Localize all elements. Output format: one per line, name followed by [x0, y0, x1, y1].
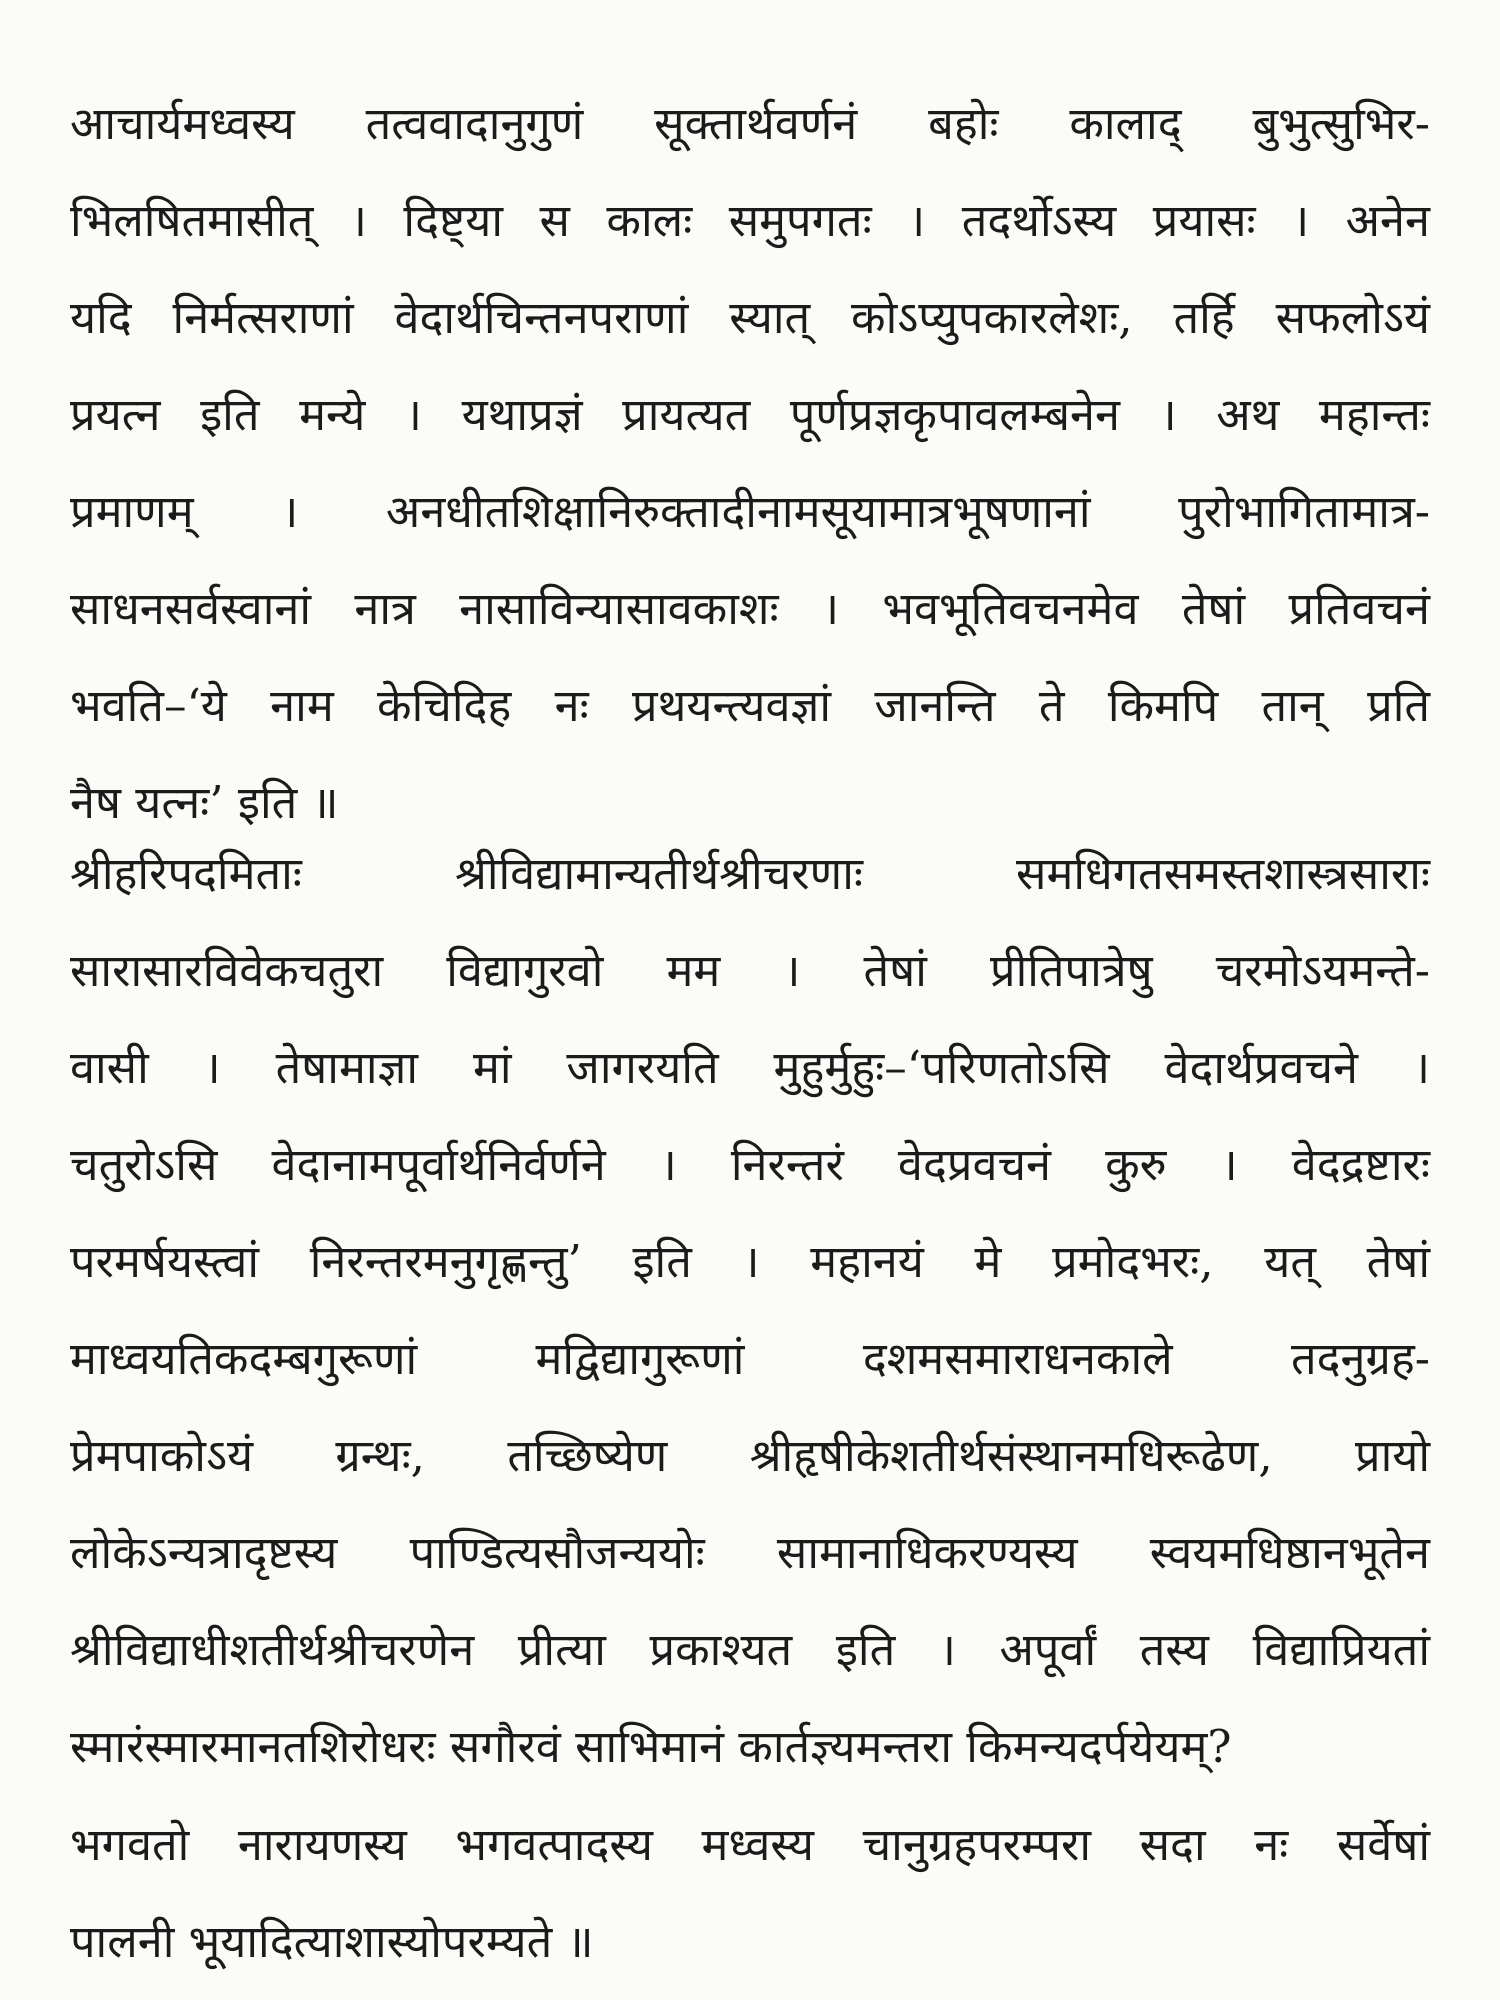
text-line: नैष यत्नः’ इति ॥ — [70, 776, 339, 829]
text-line: पालनी भूयादित्याशास्योपरम्यते ॥ — [70, 1915, 594, 1968]
text-line: श्रीहरिपदमिताः श्रीविद्यामान्यतीर्थश्रीचरणाः समधिगतसमस्तशास्त्रसाराः — [70, 847, 1430, 900]
text-line: माध्वयतिकदम्बगुरूणां मद्विद्यागुरूणां दशमसमाराधनकाले तदनुग्रह- — [70, 1332, 1430, 1385]
text-line: स्मारंस्मारमानतशिरोधरः सगौरवं साभिमानं कार्तज्ञ्यमन्तरा किमन्यदर्पयेयम्? — [70, 1720, 1232, 1773]
text-line: भवति–‘ये नाम केचिदिह नः प्रथयन्त्यवज्ञां जानन्ति ते किमपि तान् प्रति — [70, 679, 1430, 732]
text-line: लोकेऽन्यत्रादृष्टस्य पाण्डित्यसौजन्ययोः सामानाधिकरण्यस्य स्वयमधिष्ठानभूतेन — [70, 1526, 1430, 1579]
text-line: वासी । तेषामाज्ञा मां जागरयति मुहुर्मुहुः–‘परिणतोऽसि वेदार्थप्रवचने । — [70, 1041, 1430, 1094]
text-line: प्रमाणम् । अनधीतशिक्षानिरुक्तादीनामसूयामात्रभूषणानां पुरोभागितामात्र- — [70, 485, 1430, 538]
text-line: श्रीविद्याधीशतीर्थश्रीचरणेन प्रीत्या प्रकाश्यत इति । अपूर्वां तस्य विद्याप्रियतां — [70, 1623, 1430, 1676]
paragraph-1 — [70, 75, 1430, 851]
text-line: परमर्षयस्त्वां निरन्तरमनुगृह्णन्तु’ इति । महानयं मे प्रमोदभरः, यत् तेषां — [70, 1235, 1430, 1288]
text-line: साधनसर्वस्वानां नात्र नासाविन्यासावकाशः । भवभूतिवचनमेव तेषां प्रतिवचनं — [70, 582, 1430, 635]
text-line: भगवतो नारायणस्य भगवत्पादस्य मध्वस्य चानुग्रहपरम्परा सदा नः सर्वेषां — [70, 1818, 1430, 1871]
text-line: सारासारविवेकचतुरा विद्यागुरवो मम । तेषां प्रीतिपात्रेषु चरमोऽयमन्ते- — [70, 944, 1430, 997]
paragraph-3 — [70, 1796, 1430, 1990]
paragraph-2 — [70, 825, 1430, 1795]
text-line: प्रेमपाकोऽयं ग्रन्थः, तच्छिष्येण श्रीहृषीकेशतीर्थसंस्थानमधिरूढेण, प्रायो — [70, 1429, 1430, 1482]
text-line: यदि निर्मत्सराणां वेदार्थचिन्तनपराणां स्यात् कोऽप्युपकारलेशः, तर्हि सफलोऽयं — [70, 291, 1430, 344]
text-line: भिलषितमासीत् । दिष्ट्या स कालः समुपगतः । तदर्थोऽस्य प्रयासः । अनेन — [70, 194, 1430, 247]
text-line: चतुरोऽसि वेदानामपूर्वार्थनिर्वर्णने । निरन्तरं वेदप्रवचनं कुरु । वेदद्रष्टारः — [70, 1138, 1430, 1191]
text-line: आचार्यमध्वस्य तत्ववादानुगुणं सूक्तार्थवर्णनं बहोः कालाद् बुभुत्सुभिर- — [70, 97, 1430, 150]
text-line: प्रयत्न इति मन्ये । यथाप्रज्ञं प्रायत्यत पूर्णप्रज्ञकृपावलम्बनेन । अथ महान्तः — [70, 388, 1430, 441]
